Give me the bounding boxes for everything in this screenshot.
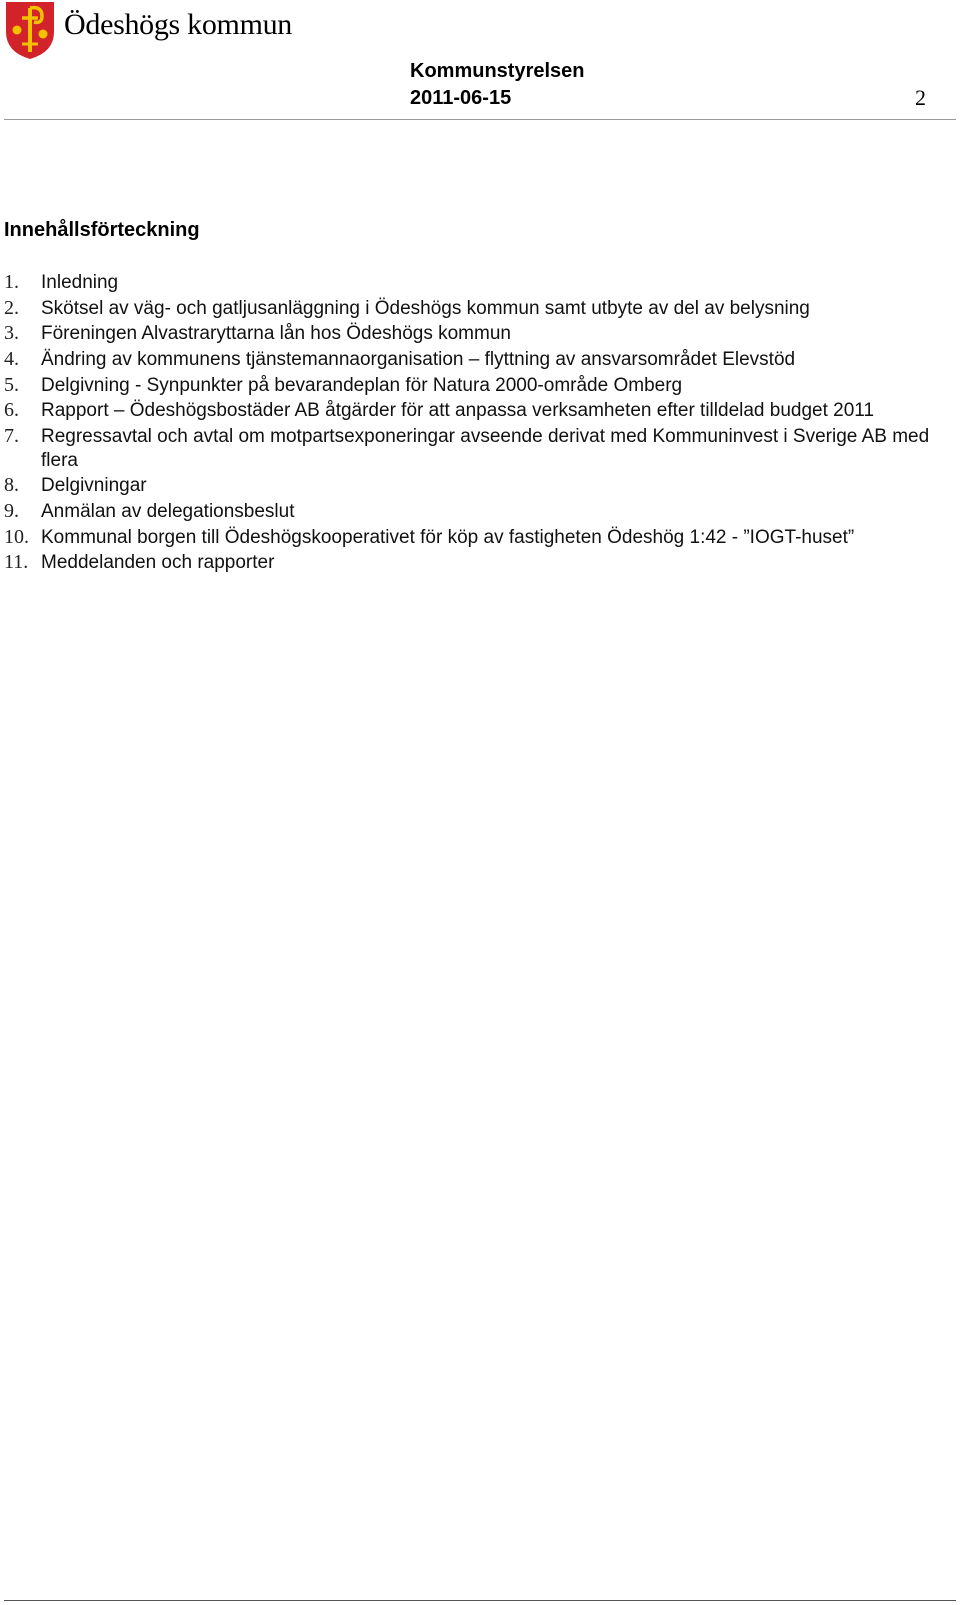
logo-text: Ödeshögs kommun (64, 8, 293, 41)
toc-item-text: Rapport – Ödeshögsbostäder AB åtgärder för att anpassa verksamheten efter tilldelad budget 2011 (41, 400, 875, 422)
toc-item[interactable] (4, 474, 944, 498)
header-divider (4, 119, 956, 120)
toc-item[interactable] (4, 425, 944, 472)
toc-item[interactable] (4, 374, 944, 398)
toc-item-text: Föreningen Alvastraryttarna lån hos Ödeshögs kommun (41, 323, 511, 345)
toc-item-number: 5. (4, 373, 19, 396)
toc-item-number: 1. (4, 271, 19, 293)
municipal-coat-of-arms-icon (4, 0, 56, 60)
toc-item[interactable] (4, 297, 944, 321)
toc-item-text: Kommunal borgen till Ödeshögskooperativet för köp av fastigheten Ödeshög 1:42 - ”IOGT-huset” (41, 526, 855, 548)
toc-item[interactable] (4, 526, 944, 550)
toc-list (4, 271, 944, 577)
toc-item-text: Delgivningar (41, 475, 147, 497)
toc-item-number: 10. (4, 525, 29, 548)
toc-item[interactable] (4, 500, 944, 524)
toc-item-number: 9. (4, 500, 19, 522)
document-header-title: Kommunstyrelsen (410, 60, 585, 82)
toc-item-text: Anmälan av delegationsbeslut (41, 501, 295, 522)
toc-item-number: 8. (4, 474, 19, 497)
toc-item-number: 3. (4, 322, 19, 345)
footer-divider (4, 1600, 956, 1601)
document-header-date: 2011-06-15 (410, 87, 512, 109)
toc-item[interactable] (4, 348, 944, 372)
toc-item[interactable] (4, 322, 944, 346)
toc-item[interactable] (4, 399, 944, 423)
toc-item-number: 2. (4, 296, 19, 319)
toc-item-number: 6. (4, 399, 19, 422)
toc-item-text: Meddelanden och rapporter (41, 552, 275, 574)
toc-item[interactable] (4, 271, 944, 295)
page-number: 2 (915, 85, 926, 110)
logo (4, 0, 304, 62)
toc-item-text: Ändring av kommunens tjänstemannaorganisation – flyttning av ansvarsområdet Elevstöd (41, 349, 796, 371)
toc-item-number: 4. (4, 348, 19, 371)
toc-heading: Innehållsförteckning (4, 219, 200, 241)
toc-item-number: 11. (4, 551, 29, 574)
toc-item-text: Regressavtal och avtal om motpartsexponeringar avseende derivat med Kommuninvest i Sverige AB med flera (41, 426, 930, 471)
toc-item-text: Inledning (41, 272, 119, 293)
toc-item-text: Delgivning - Synpunkter på bevarandeplan för Natura 2000-område Omberg (41, 374, 683, 396)
toc-item[interactable] (4, 551, 944, 575)
toc-item-number: 7. (4, 425, 19, 448)
toc-item-text: Skötsel av väg- och gatljusanläggning i Ödeshögs kommun samt utbyte av del av belysning (41, 297, 810, 319)
